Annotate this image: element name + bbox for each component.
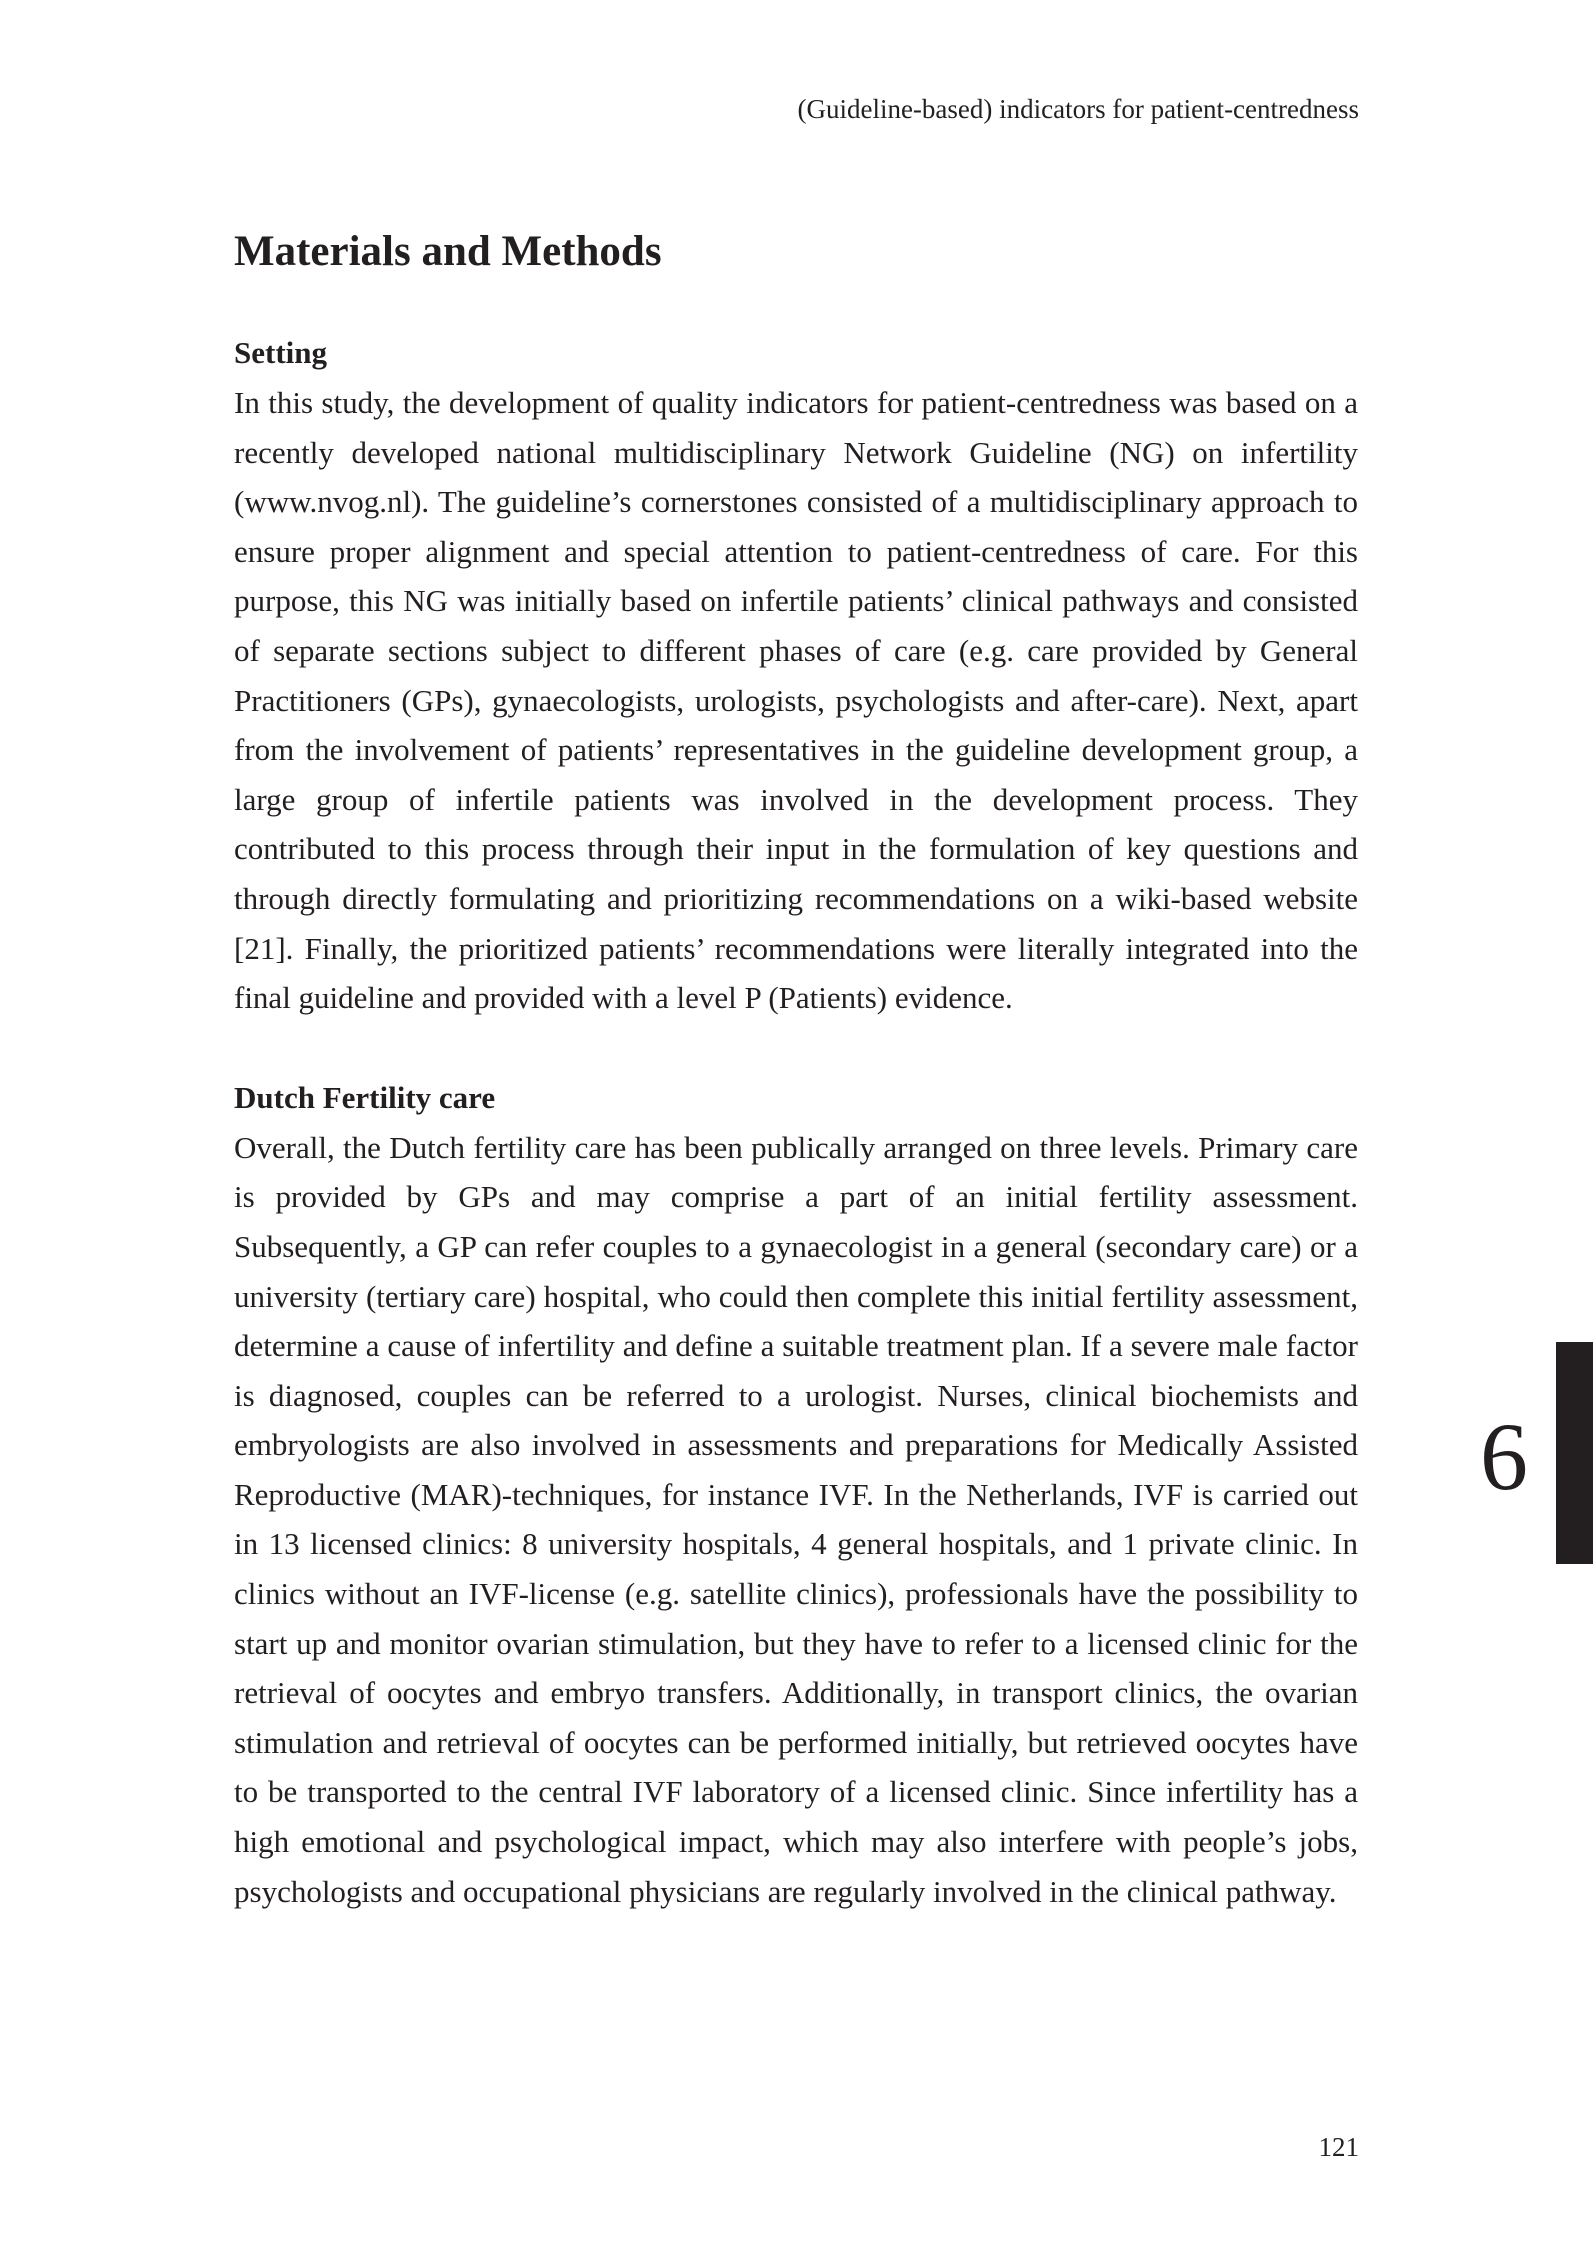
section-heading-setting: Setting <box>234 335 327 370</box>
paragraph-setting: In this study, the development of quality indicators for patient-centredness was based on a recently developed national multidisciplinary Network Guideline (NG) on infertility (www.nvog.nl). The guideline’s cornerstones consisted of a multidisciplinary approach to ensure proper alignment and special attention to patient-centredness of care. For this purpose, this NG was initially based on infertile patients’ clinical pathways and consisted of separate sections subject to different phases of care (e.g. care provided by General Practitioners (GPs), gynaecologists, urologists, psychologists and after-care). Next, apart from the involvement of patients’ representatives in the guideline development group, a large group of infertile patients was involved in the development process. They contributed to this process through their input in the formulation of key questions and through directly formulating and prioritizing recommendations on a wiki-based website [21]. Finally, the prioritized patients’ recommendations were literally integrated into the final guideline and provided with a level P (Patients) evidence. <box>234 385 1358 1016</box>
section-heading-dutch-fertility-care: Dutch Fertility care <box>234 1079 496 1115</box>
section-dutch-fertility-care <box>234 1073 1358 1917</box>
page-number: 121 <box>1318 2132 1359 2162</box>
chapter-tab-marker <box>1556 1342 1593 1564</box>
chapter-number: 6 <box>1480 1403 1528 1510</box>
page-title: Materials and Methods <box>234 228 662 275</box>
section-spacer <box>234 1023 1358 1073</box>
running-header: (Guideline-based) indicators for patient-centredness <box>797 94 1359 124</box>
main-content <box>234 222 1358 1916</box>
paragraph-dutch-fertility-care: Overall, the Dutch fertility care has been publically arranged on three levels. Primary care is provided by GPs and may comprise a part of an initial fertility assessment. Subsequently, a GP can refer couples to a gynaecologist in a general (secondary care) or a university (tertiary care) hospital, who could then complete this initial fertility assessment, determine a cause of infertility and define a suitable treatment plan. If a severe male factor is diagnosed, couples can be referred to a urologist. Nurses, clinical biochemists and embryologists are also involved in assessments and preparations for Medically Assisted Reproductive (MAR)-techniques, for instance IVF. In the Netherlands, IVF is carried out in 13 licensed clinics: 8 university hospitals, 4 general hospitals, and 1 private clinic. In clinics without an IVF-license (e.g. satellite clinics), professionals have the possibility to start up and monitor ovarian stimulation, but they have to refer to a licensed clinic for the retrieval of oocytes and embryo transfers. Additionally, in transport clinics, the ovarian stimulation and retrieval of oocytes can be performed initially, but retrieved oocytes have to be transported to the central IVF laboratory of a licensed clinic. Since infertility has a high emotional and psychological impact, which may also interfere with people’s jobs, psychologists and occupational physicians are regularly involved in the clinical pathway. <box>234 1129 1358 1909</box>
section-setting <box>234 328 1358 1023</box>
